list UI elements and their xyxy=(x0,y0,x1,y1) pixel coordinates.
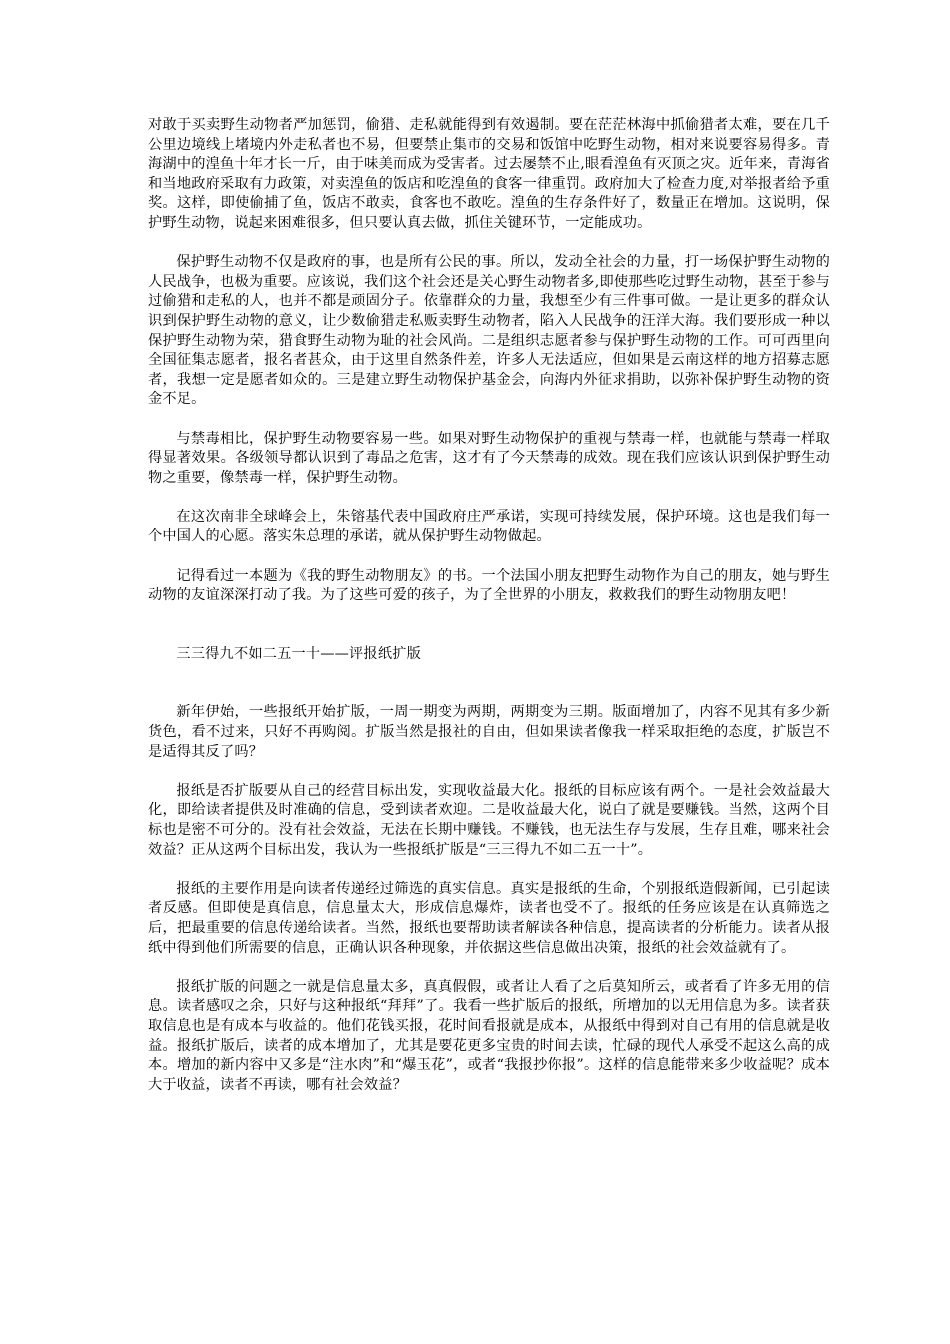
article1-paragraph-3: 与禁毒相比，保护野生动物要容易一些。如果对野生动物保护的重视与禁毒一样，也就能与禁毒一样取得显著效果。各级领导都认识到了毒品之危害，这才有了今天禁毒的成效。现在我们应该认识到保护野生动物之重要，像禁毒一样，保护野生动物。 xyxy=(148,430,830,486)
article1-paragraph-4: 在这次南非全球峰会上，朱镕基代表中国政府庄严承诺，实现可持续发展，保护环境。这也是我们每一个中国人的心愿。落实朱总理的承诺，就从保护野生动物做起。 xyxy=(148,508,830,545)
article1-paragraph-5: 记得看过一本题为《我的野生动物朋友》的书。一个法国小朋友把野生动物作为自己的朋友，她与野生动物的友谊深深打动了我。为了这些可爱的孩子，为了全世界的小朋友，救救我们的野生动物朋友吧！ xyxy=(148,567,830,604)
document-page xyxy=(148,116,830,1095)
article2-paragraph-4: 报纸扩版的问题之一就是信息量太多，真真假假，或者让人看了之后莫知所云，或者看了许多无用的信息。读者感叹之余，只好与这种报纸“拜拜”了。我看一些扩版后的报纸，所增加的以无用信息为多。读者获取信息也是有成本与收益的。他们花钱买报，花时间看报就是成本，从报纸中得到对自己有用的信息就是收益。报纸扩版后，读者的成本增加了，尤其是要花更多宝贵的时间去读，忙碌的现代人承受不起这么高的成本。增加的新内容中又多是“注水肉”和“爆玉花”，或者“我报抄你报”。这样的信息能带来多少收益呢？成本大于收益，读者不再读，哪有社会效益？ xyxy=(148,978,830,1093)
article2-title: 三三得九不如二五一十——评报纸扩版 xyxy=(176,645,421,662)
article2-paragraph-1: 新年伊始，一些报纸开始扩版，一周一期变为两期，两期变为三期。版面增加了，内容不见其有多少新货色，看不过来，只好不再购阅。扩版当然是报社的自由，但如果读者像我一样采取拒绝的态度，扩版岂不是适得其反了吗？ xyxy=(148,704,830,760)
article1-paragraph-1: 对敢于买卖野生动物者严加惩罚，偷猎、走私就能得到有效遏制。要在茫茫林海中抓偷猎者太难，要在几千公里边境线上堵境内外走私者也不易，但要禁止集市的交易和饭馆中吃野生动物，相对来说要容易得多。青海湖中的湟鱼十年才长一斤，由于味美而成为受害者。过去屡禁不止,眼看湟鱼有灭顶之灾。近年来，青海省和当地政府采取有力政策，对卖湟鱼的饭店和吃湟鱼的食客一律重罚。政府加大了检查力度,对举报者给予重奖。这样，即使偷捕了鱼，饭店不敢卖，食客也不敢吃。湟鱼的生存条件好了，数量正在增加。这说明，保护野生动物，说起来困难很多，但只要认真去做，抓住关键环节，一定能成功。 xyxy=(148,117,830,231)
article2-paragraph-3: 报纸的主要作用是向读者传递经过筛选的真实信息。真实是报纸的生命，个别报纸造假新闻，已引起读者反感。但即使是真信息，信息量太大，形成信息爆炸，读者也受不了。报纸的任务应该是在认真筛选之后，把最重要的信息传递给读者。当然，报纸也要帮助读者解读各种信息，提高读者的分析能力。读者从报纸中得到他们所需要的信息，正确认识各种现象，并依据这些信息做出决策，报纸的社会效益就有了。 xyxy=(148,880,830,956)
article2-paragraph-2: 报纸是否扩版要从自己的经营目标出发，实现收益最大化。报纸的目标应该有两个。一是社会效益最大化，即给读者提供及时准确的信息，受到读者欢迎。二是收益最大化，说白了就是要赚钱。当然，这两个目标也是密不可分的。没有社会效益，无法在长期中赚钱。不赚钱，也无法生存与发展，生存且难，哪来社会效益？正从这两个目标出发，我认为一些报纸扩版是“三三得九不如二五一十”。 xyxy=(148,782,830,858)
article1-paragraph-2: 保护野生动物不仅是政府的事，也是所有公民的事。所以，发动全社会的力量，打一场保护野生动物的人民战争，也极为重要。应该说，我们这个社会还是关心野生动物者多,即使那些吃过野生动物，甚至于参与过偷猎和走私的人，也并不都是顽固分子。依靠群众的力量，我想至少有三件事可做。一是让更多的群众认识到保护野生动物的意义，让少数偷猎走私贩卖野生动物者，陷入人民战争的汪洋大海。我们要形成一种以保护野生动物为荣，猎食野生动物为耻的社会风尚。二是组织志愿者参与保护野生动物的工作。可可西里向全国征集志愿者，报名者甚众，由于这里自然条件差，许多人无法适应，但如果是云南这样的地方招募志愿者，我想一定是愿者如众的。三是建立野生动物保护基金会，向海内外征求捐助，以弥补保护野生动物的资金不足。 xyxy=(148,254,830,408)
